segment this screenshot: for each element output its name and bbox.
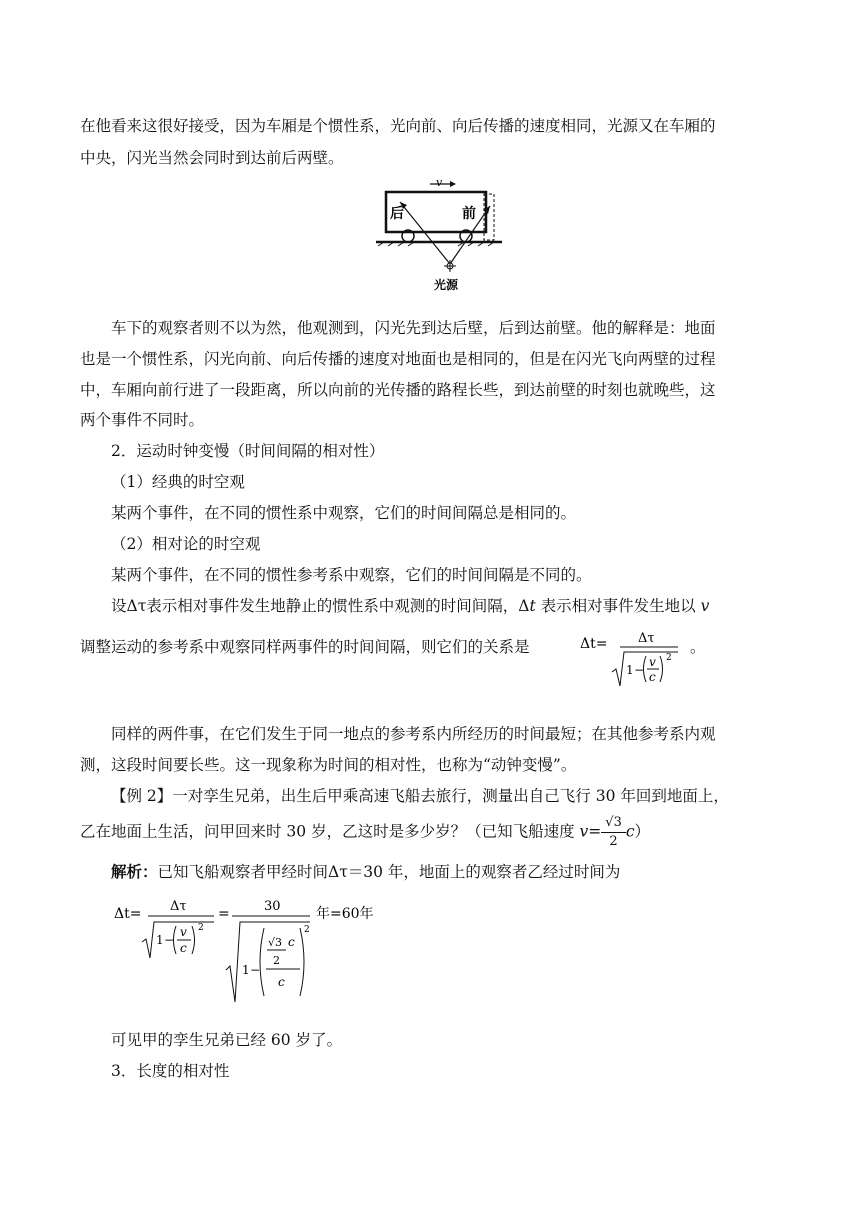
back-wall-label: 后 [390, 206, 404, 222]
svg-text:−: − [164, 933, 175, 947]
velocity-label: v [436, 176, 443, 189]
paragraph-line: 测，这段时间要长些。这一现象称为时间的相对性，也称为“动钟变慢”。 [80, 756, 577, 774]
svg-text:Δt=: Δt= [114, 906, 142, 922]
section-heading: 3．长度的相对性 [111, 1062, 230, 1080]
example-line: 【例 2】一对孪生兄弟，出生后甲乘高速飞船去旅行，测量出自己飞行 30 年回到地面上， [111, 787, 729, 805]
svg-text:2: 2 [273, 954, 280, 967]
solution-line: 解析：已知飞船观察者甲经时间Δτ＝30 年，地面上的观察者乙经过时间为 [111, 862, 621, 881]
subsection-heading: （1）经典的时空观 [111, 473, 245, 491]
svg-text:Δτ: Δτ [170, 899, 187, 914]
svg-text:年=60年: 年=60年 [316, 906, 374, 922]
svg-text:v: v [180, 925, 187, 939]
paragraph-line: 设Δτ表示相对事件发生地静止的惯性系中观测的时间间隔，Δt 表示相对事件发生地以 v [111, 597, 710, 615]
svg-text:c: c [278, 975, 285, 989]
paragraph-line: 中央，闪光当然会同时到达前后两壁。 [80, 149, 344, 167]
section-heading: 2．运动时钟变慢（时间间隔的相对性） [111, 442, 385, 460]
svg-text:−: − [634, 663, 645, 677]
paragraph-line: 在他看来这很好接受，因为车厢是个惯性系，光向前、向后传播的速度相同，光源又在车厢的 [80, 117, 716, 135]
svg-text:2: 2 [666, 653, 672, 663]
front-wall-label: 前 [462, 206, 476, 222]
paragraph-line: 车下的观察者则不以为然，他观测到，闪光先到达后壁，后到达前壁。他的解释是：地面 [111, 319, 716, 337]
paragraph-line: 调整运动的参考系中观察同样两事件的时间间隔，则它们的关系是 [80, 638, 530, 656]
svg-text:1: 1 [242, 963, 250, 977]
svg-text:Δt=: Δt= [580, 636, 608, 652]
svg-text:2: 2 [198, 923, 204, 933]
svg-text:30: 30 [264, 899, 281, 914]
subsection-heading: （2）相对论的时空观 [111, 535, 261, 553]
svg-text:c: c [288, 935, 295, 949]
paragraph-line: 某两个事件，在不同的惯性参考系中观察，它们的时间间隔是不同的。 [111, 566, 592, 584]
solution-formula [114, 890, 434, 1010]
paragraph-line: 也是一个惯性系，闪光向前、向后传播的速度对地面也是相同的，但是在闪光飞向两壁的过程 [80, 350, 716, 368]
svg-text:c: c [649, 670, 656, 684]
velocity-fraction: $\frac{√3}{2}$ [601, 814, 626, 851]
paragraph-line: 中，车厢向前行进了一段距离，所以向前的光传播的路程长些，到达前壁的时刻也就晚些，这 [80, 381, 716, 399]
svg-text:Δτ: Δτ [638, 631, 655, 646]
paragraph-line: 两个事件不同时。 [80, 411, 205, 429]
svg-text:1: 1 [156, 933, 164, 947]
example-line: 乙在地面上生活，问甲回来时 30 岁，乙这时是多少岁？（已知飞船速度 v= $\frac{√3}{2}$ c） [80, 815, 651, 849]
svg-text:√3: √3 [268, 936, 283, 949]
svg-text:2: 2 [304, 925, 310, 935]
train-light-figure [370, 176, 510, 296]
formula-end: 。 [690, 638, 706, 656]
svg-text:v: v [649, 655, 656, 669]
svg-text:=: = [218, 906, 230, 922]
svg-text:1: 1 [626, 663, 634, 677]
light-source-label: 光源 [434, 278, 459, 292]
svg-text:−: − [250, 963, 261, 977]
paragraph-line: 某两个事件，在不同的惯性系中观察，它们的时间间隔总是相同的。 [111, 504, 577, 522]
svg-text:c: c [180, 941, 187, 955]
paragraph-line: 同样的两件事，在它们发生于同一地点的参考系内所经历的时间最短；在其他参考系内观 [111, 725, 716, 743]
conclusion-line: 可见甲的孪生兄弟已经 60 岁了。 [111, 1031, 343, 1049]
